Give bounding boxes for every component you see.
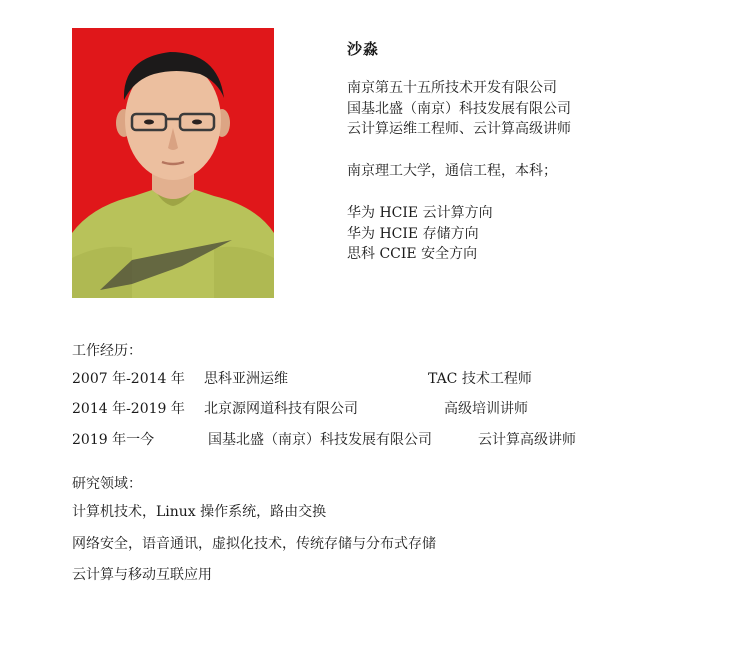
portrait-photo	[72, 28, 274, 298]
experience-period: 2007 年-2014 年	[72, 371, 185, 387]
certification-line: 华为 HCIE 存储方向	[347, 225, 479, 242]
research-item: 网络安全，语音通讯，虚拟化技术，传统存储与分布式存储	[72, 536, 436, 552]
education-block	[347, 161, 557, 182]
experience-role: TAC 技术工程师	[428, 371, 532, 387]
experience-row	[72, 429, 692, 451]
experience-row	[72, 398, 692, 420]
research-heading: 研究领域：	[72, 476, 142, 492]
portrait-illustration	[72, 28, 274, 298]
experience-company: 北京源网道科技有限公司	[204, 401, 358, 417]
experience-company: 思科亚洲运维	[204, 371, 288, 387]
education-line: 南京理工大学，通信工程，本科；	[347, 163, 557, 179]
affiliation-line: 南京第五十五所技术开发有限公司	[347, 80, 557, 96]
experience-period: 2014 年-2019 年	[72, 401, 185, 417]
experience-period: 2019 年一今	[72, 432, 155, 448]
affiliation-line: 国基北盛（南京）科技发展有限公司	[347, 100, 571, 117]
person-name: 沙淼	[347, 40, 380, 58]
experience-row	[72, 368, 692, 390]
experience-role: 高级培训讲师	[444, 401, 528, 417]
experience-heading: 工作经历：	[72, 343, 142, 359]
research-item: 计算机技术，Linux 操作系统，路由交换	[72, 504, 327, 520]
experience-company: 国基北盛（南京）科技发展有限公司	[208, 432, 432, 448]
affiliations-block	[347, 78, 571, 140]
certification-line: 华为 HCIE 云计算方向	[347, 205, 493, 221]
affiliation-line: 云计算运维工程师、云计算高级讲师	[347, 121, 571, 137]
certification-line: 思科 CCIE 安全方向	[347, 246, 478, 262]
research-item: 云计算与移动互联应用	[72, 567, 212, 583]
experience-role: 云计算高级讲师	[478, 432, 576, 448]
certifications-block	[347, 203, 493, 265]
